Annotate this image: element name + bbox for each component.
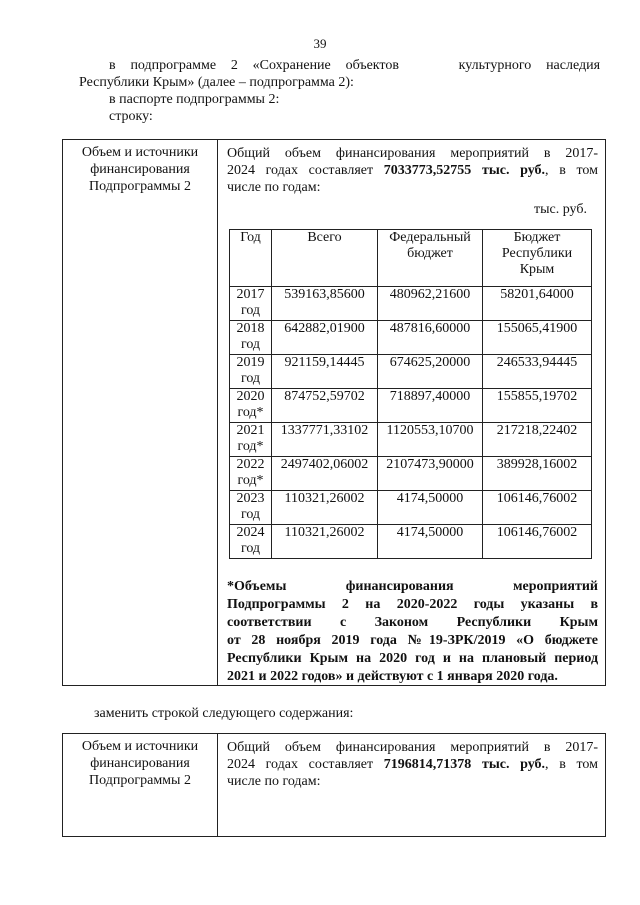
year-line: год xyxy=(240,303,261,318)
text-word: мероприятий xyxy=(450,146,529,161)
year-line: 2023 xyxy=(236,491,265,506)
year-line: год xyxy=(240,541,261,556)
crimea-cell: 217218,22402 xyxy=(483,423,592,457)
note-word: годы xyxy=(473,597,505,612)
footnote-line xyxy=(227,650,598,668)
note-word: 28 ноября 2019 года xyxy=(251,633,397,648)
intro-line-1 xyxy=(109,57,600,74)
total-cell: 110321,26002 xyxy=(272,525,378,559)
year-cell xyxy=(230,287,272,321)
total-cell: 2497402,06002 xyxy=(272,457,378,491)
text-word: Общий xyxy=(227,740,270,755)
funding-text-line-2 xyxy=(227,756,598,773)
year-line: год xyxy=(240,507,261,522)
total-cell: 642882,01900 xyxy=(272,321,378,355)
note-word: Крым xyxy=(309,651,348,666)
year-cell xyxy=(230,321,272,355)
label-cell xyxy=(63,734,218,837)
table-header-row xyxy=(230,230,592,287)
year-cell xyxy=(230,355,272,389)
year-line: 2019 xyxy=(236,355,265,370)
note-word: бюджете xyxy=(544,633,598,648)
note-word: и xyxy=(442,651,451,666)
header-line: Крым xyxy=(519,262,555,277)
header-line: Год xyxy=(240,230,261,245)
intro-word: культурного xyxy=(458,58,532,73)
crimea-cell: 155065,41900 xyxy=(483,321,592,355)
note-word: плановый xyxy=(482,651,547,666)
header-line: Республики xyxy=(501,246,573,261)
note-word: Республики xyxy=(456,615,532,630)
text-fragment: 2024 годах составляет xyxy=(227,757,374,772)
note-word: с xyxy=(339,615,347,630)
passport-table-new xyxy=(62,733,606,837)
funding-text-line-2 xyxy=(227,162,598,179)
note-word: от xyxy=(227,633,241,648)
federal-cell: 4174,50000 xyxy=(378,525,483,559)
year-line: год* xyxy=(237,405,264,420)
total-cell: 110321,26002 xyxy=(272,491,378,525)
page-number: 39 xyxy=(313,36,327,51)
note-word: на xyxy=(356,651,372,666)
intro-word: подпрограмме xyxy=(130,58,217,73)
year-line: 2022 xyxy=(236,457,265,472)
year-line: год xyxy=(240,337,261,352)
funding-text-line-3: числе по годам: xyxy=(227,180,321,195)
text-word: 2017- xyxy=(565,740,599,755)
header-crimea xyxy=(483,230,592,287)
text-word: мероприятий xyxy=(450,740,529,755)
header-year xyxy=(230,230,272,287)
federal-cell: 480962,21600 xyxy=(378,287,483,321)
funding-text-line-1 xyxy=(227,739,598,756)
crimea-cell: 106146,76002 xyxy=(483,491,592,525)
table-row xyxy=(230,389,592,423)
note-word: мероприятий xyxy=(512,579,598,594)
text-word: в xyxy=(543,740,551,755)
text-word: финансирования xyxy=(335,146,436,161)
intro-word: 2 xyxy=(230,58,238,73)
text-word: в xyxy=(543,146,551,161)
note-word: на xyxy=(365,597,381,612)
header-line: Всего xyxy=(307,230,342,245)
header-line: бюджет xyxy=(407,246,453,261)
label-line: Подпрограммы 2 xyxy=(89,179,191,194)
total-cell: 874752,59702 xyxy=(272,389,378,423)
federal-cell: 487816,60000 xyxy=(378,321,483,355)
table-row xyxy=(230,423,592,457)
note-word: *Объемы xyxy=(227,579,287,594)
year-line: 2020 xyxy=(236,389,265,404)
label-line: Объем и источники xyxy=(81,739,199,754)
note-word: на xyxy=(458,651,474,666)
year-cell xyxy=(230,525,272,559)
year-cell xyxy=(230,457,272,491)
intro-line-4: строку: xyxy=(109,109,153,124)
federal-cell: 718897,40000 xyxy=(378,389,483,423)
intro-word: наследия xyxy=(546,58,601,73)
note-word: «О xyxy=(516,633,535,648)
funding-amount: 7033773,52755 тыс. руб. xyxy=(383,163,546,178)
table-row xyxy=(230,321,592,355)
text-word: 2017- xyxy=(565,146,599,161)
text-word: Общий xyxy=(227,146,270,161)
note-word: указаны xyxy=(520,597,575,612)
content-cell xyxy=(218,140,606,686)
label-line: Подпрограммы 2 xyxy=(89,773,191,788)
note-word: 2020 xyxy=(379,651,408,666)
table-row xyxy=(230,457,592,491)
text-fragment: 2024 годах составляет xyxy=(227,163,374,178)
table-row xyxy=(230,287,592,321)
intro-word: объектов xyxy=(345,58,399,73)
footnote-line: 2021 и 2022 годов» и действуют с 1 января 2020 года. xyxy=(227,669,558,684)
crimea-cell: 389928,16002 xyxy=(483,457,592,491)
note-word: период xyxy=(554,651,599,666)
crimea-cell: 58201,64000 xyxy=(483,287,592,321)
year-line: год xyxy=(240,371,261,386)
intro-word: в xyxy=(109,58,116,73)
unit-label: тыс. руб. xyxy=(534,202,587,217)
year-line: 2021 xyxy=(236,423,265,438)
federal-cell: 1120553,10700 xyxy=(378,423,483,457)
footnote xyxy=(227,578,598,686)
crimea-cell: 246533,94445 xyxy=(483,355,592,389)
header-federal xyxy=(378,230,483,287)
year-line: 2024 xyxy=(236,525,265,540)
note-word: Крым xyxy=(559,615,598,630)
note-word: год xyxy=(415,651,435,666)
text-word: финансирования xyxy=(335,740,436,755)
year-cell xyxy=(230,389,272,423)
year-line: год* xyxy=(237,439,264,454)
federal-cell: 4174,50000 xyxy=(378,491,483,525)
note-word: финансирования xyxy=(345,579,454,594)
text-word: объем xyxy=(284,740,321,755)
label-line: Объем и источники xyxy=(81,145,199,160)
content-cell xyxy=(218,734,606,837)
year-cell xyxy=(230,491,272,525)
year-cell xyxy=(230,423,272,457)
passport-table-old xyxy=(62,139,606,686)
federal-cell: 2107473,90000 xyxy=(378,457,483,491)
table-row xyxy=(230,525,592,559)
total-cell: 539163,85600 xyxy=(272,287,378,321)
note-word: Республики xyxy=(227,651,302,666)
header-line: Федеральный xyxy=(389,230,471,245)
intro-line-3: в паспорте подпрограммы 2: xyxy=(109,92,280,107)
crimea-cell: 155855,19702 xyxy=(483,389,592,423)
table-row xyxy=(230,491,592,525)
federal-cell: 674625,20000 xyxy=(378,355,483,389)
intro-word: «Сохранение xyxy=(252,58,331,73)
year-line: 2018 xyxy=(236,321,265,336)
note-word: Подпрограммы xyxy=(227,597,326,612)
header-total xyxy=(272,230,378,287)
note-word: 2020-2022 xyxy=(396,597,458,612)
funding-text-line-3: числе по годам: xyxy=(227,774,321,789)
label-line: финансирования xyxy=(90,162,190,177)
text-word: объем xyxy=(284,146,321,161)
funding-amount: 7196814,71378 тыс. руб. xyxy=(383,757,546,772)
total-cell: 921159,14445 xyxy=(272,355,378,389)
total-cell: 1337771,33102 xyxy=(272,423,378,457)
note-word: Законом xyxy=(374,615,429,630)
text-fragment: , в том xyxy=(545,757,599,772)
funding-text-line-1 xyxy=(227,145,598,162)
crimea-cell: 106146,76002 xyxy=(483,525,592,559)
note-word: №19-ЗРК/2019 xyxy=(407,633,506,648)
footnote-line xyxy=(227,614,598,632)
note-word: соответствии xyxy=(227,615,312,630)
footnote-line xyxy=(227,578,598,596)
table-row xyxy=(230,355,592,389)
note-word: 2 xyxy=(341,597,349,612)
label-line: финансирования xyxy=(90,756,190,771)
note-word: в xyxy=(590,597,599,612)
year-line: 2017 xyxy=(236,287,265,302)
label-cell xyxy=(63,140,218,686)
text-fragment: , в том xyxy=(545,163,599,178)
replace-instruction: заменить строкой следующего содержания: xyxy=(94,706,354,721)
footnote-line xyxy=(227,632,598,650)
intro-line-2: Республики Крым» (далее – подпрограмма 2): xyxy=(79,75,354,90)
footnote-line xyxy=(227,596,598,614)
year-line: год* xyxy=(237,473,264,488)
header-line: Бюджет xyxy=(513,230,561,245)
funding-by-year-table xyxy=(229,229,592,559)
